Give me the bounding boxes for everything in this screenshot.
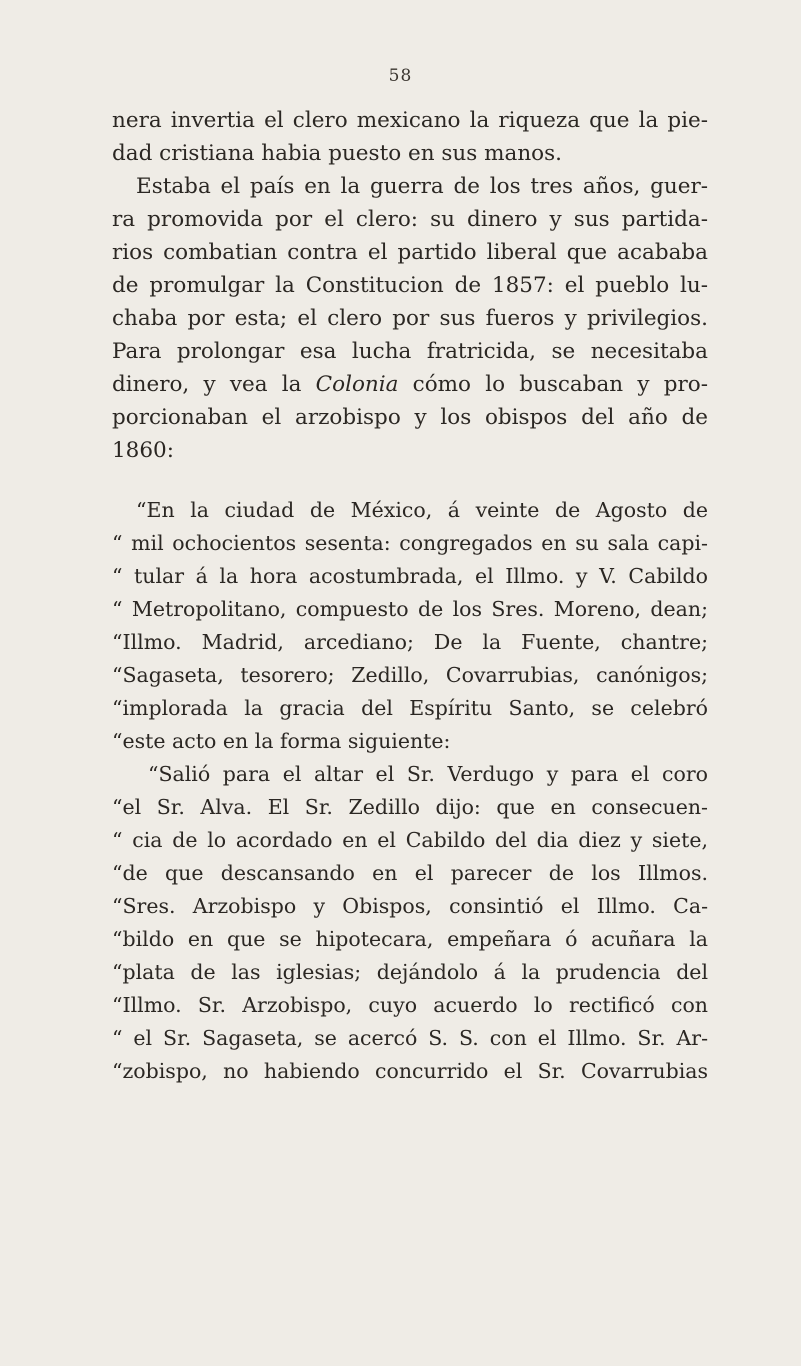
text-line: rios combatian contra el partido liberal que acababa	[112, 240, 708, 265]
text-line: 1860:	[112, 438, 174, 463]
quote-line: “Illmo. Sr. Arzobispo, cuyo acuerdo lo rectificó con	[112, 993, 708, 1017]
quote-line: “Sres. Arzobispo y Obispos, consintió el Illmo. Ca-	[112, 894, 708, 918]
text-line: ra promovida por el clero: su dinero y sus partida-	[112, 207, 708, 232]
quote-line: “ cia de lo acordado en el Cabildo del dia diez y siete,	[112, 828, 708, 852]
quote-line: “zobispo, no habiendo concurrido el Sr. Covarrubias	[112, 1059, 708, 1083]
quote-line: “bildo en que se hipotecara, empeñara ó acuñara la	[112, 927, 708, 951]
text-line: de promulgar la Constitucion de 1857: el pueblo lu-	[112, 273, 708, 298]
paragraph-gap	[112, 467, 708, 494]
quote-line: “implorada la gracia del Espíritu Santo, se celebró	[112, 696, 708, 720]
text-segment: dinero, y vea la	[112, 372, 316, 397]
quote-line: “plata de las iglesias; dejándolo á la prudencia del	[112, 960, 708, 984]
text-line-with-italic	[112, 368, 708, 401]
quote-line: “Sagaseta, tesorero; Zedillo, Covarrubias, canónigos;	[112, 663, 708, 687]
quote-line: “Salió para el altar el Sr. Verdugo y para el coro	[148, 762, 708, 786]
body-text	[112, 104, 708, 1088]
quote-line: “ mil ochocientos sesenta: congregados en su sala capi-	[112, 531, 708, 555]
page-number: 58	[388, 66, 413, 86]
text-line: dad cristiana habia puesto en sus manos.	[112, 141, 562, 166]
italic-title: Colonia	[315, 372, 399, 397]
quote-line: “Illmo. Madrid, arcediano; De la Fuente, chantre;	[112, 630, 708, 654]
quote-line: “ tular á la hora acostumbrada, el Illmo. y V. Cabildo	[112, 564, 708, 588]
text-segment: cómo lo buscaban y pro-	[398, 372, 708, 397]
quote-line: “ el Sr. Sagaseta, se acercó S. S. con el Illmo. Sr. Ar-	[112, 1026, 708, 1050]
text-line: porcionaban el arzobispo y los obispos del año de	[112, 405, 708, 430]
text-line: chaba por esta; el clero por sus fueros y privilegios.	[112, 306, 708, 331]
quote-line: “este acto en la forma siguiente:	[112, 729, 451, 753]
text-line: Para prolongar esa lucha fratricida, se necesitaba	[112, 339, 708, 364]
quote-line: “ Metropolitano, compuesto de los Sres. Moreno, dean;	[112, 597, 708, 621]
text-line: nera invertia el clero mexicano la riqueza que la pie-	[112, 108, 708, 133]
quote-line: “de que descansando en el parecer de los Illmos.	[112, 861, 708, 885]
quote-line: “En la ciudad de México, á veinte de Agosto de	[136, 498, 708, 522]
text-line: Estaba el país en la guerra de los tres años, guer-	[136, 174, 708, 199]
quote-line: “el Sr. Alva. El Sr. Zedillo dijo: que en consecuen-	[112, 795, 708, 819]
